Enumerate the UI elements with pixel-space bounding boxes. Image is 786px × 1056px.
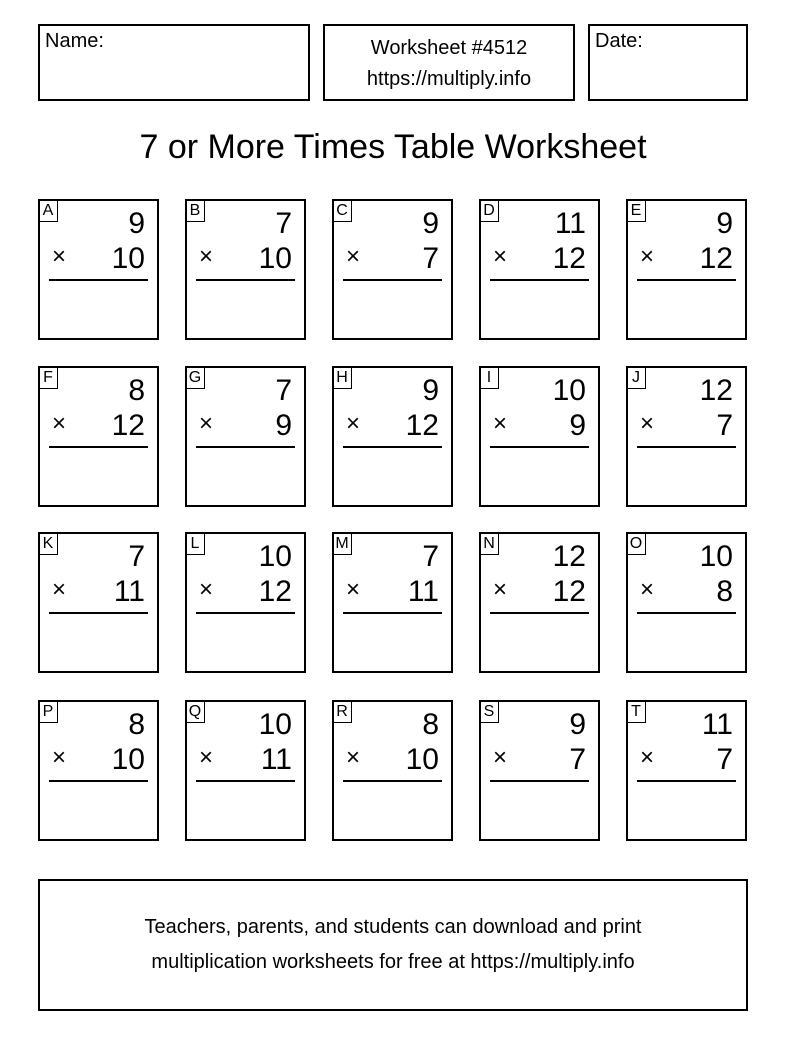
answer-rule bbox=[196, 780, 295, 782]
times-sign: × bbox=[493, 410, 508, 437]
answer-area[interactable] bbox=[481, 616, 598, 671]
multiplier: 12 bbox=[405, 409, 439, 442]
problem-letter: Q bbox=[186, 701, 205, 723]
answer-area[interactable] bbox=[40, 283, 157, 338]
worksheet-number: Worksheet #4512 bbox=[370, 37, 528, 59]
multiplicand: 7 bbox=[275, 207, 292, 240]
answer-rule bbox=[49, 279, 148, 281]
multiplicand: 7 bbox=[128, 540, 145, 573]
problem-card bbox=[185, 532, 306, 673]
multiplier: 9 bbox=[275, 409, 292, 442]
problem-card bbox=[332, 199, 453, 340]
problem-card bbox=[38, 366, 159, 507]
answer-rule bbox=[343, 446, 442, 448]
answer-area[interactable] bbox=[187, 450, 304, 505]
multiplier: 7 bbox=[716, 409, 733, 442]
name-label: Name: bbox=[45, 30, 104, 52]
times-sign: × bbox=[346, 576, 361, 603]
multiplier: 12 bbox=[552, 575, 586, 608]
answer-rule bbox=[490, 612, 589, 614]
times-sign: × bbox=[52, 243, 67, 270]
multiplicand: 12 bbox=[699, 374, 733, 407]
answer-rule bbox=[196, 446, 295, 448]
problem-letter: O bbox=[627, 533, 646, 555]
problem-card bbox=[479, 700, 600, 841]
answer-area[interactable] bbox=[334, 450, 451, 505]
problem-letter: S bbox=[480, 701, 499, 723]
multiplier: 7 bbox=[716, 743, 733, 776]
multiplicand: 9 bbox=[716, 207, 733, 240]
answer-rule bbox=[49, 612, 148, 614]
times-sign: × bbox=[199, 243, 214, 270]
problem-letter: R bbox=[333, 701, 352, 723]
answer-rule bbox=[637, 279, 736, 281]
times-sign: × bbox=[493, 243, 508, 270]
problem-letter: J bbox=[627, 367, 646, 389]
answer-area[interactable] bbox=[481, 283, 598, 338]
date-label: Date: bbox=[595, 30, 643, 52]
multiplier: 12 bbox=[111, 409, 145, 442]
answer-rule bbox=[343, 279, 442, 281]
problem-letter: A bbox=[39, 200, 58, 222]
answer-area[interactable] bbox=[628, 616, 745, 671]
answer-area[interactable] bbox=[481, 784, 598, 839]
problem-letter: E bbox=[627, 200, 646, 222]
times-sign: × bbox=[346, 744, 361, 771]
problem-letter: P bbox=[39, 701, 58, 723]
multiplier: 10 bbox=[111, 743, 145, 776]
multiplier: 7 bbox=[422, 242, 439, 275]
problem-letter: H bbox=[333, 367, 352, 389]
multiplier: 7 bbox=[569, 743, 586, 776]
times-sign: × bbox=[52, 744, 67, 771]
problem-card bbox=[626, 700, 747, 841]
multiplicand: 8 bbox=[128, 374, 145, 407]
problem-letter: D bbox=[480, 200, 499, 222]
answer-area[interactable] bbox=[334, 784, 451, 839]
answer-rule bbox=[49, 446, 148, 448]
problem-card bbox=[332, 366, 453, 507]
answer-area[interactable] bbox=[40, 784, 157, 839]
answer-rule bbox=[343, 780, 442, 782]
problem-card bbox=[185, 366, 306, 507]
times-sign: × bbox=[199, 576, 214, 603]
problem-card bbox=[332, 700, 453, 841]
footer-box bbox=[38, 879, 748, 1011]
problem-letter: M bbox=[333, 533, 352, 555]
times-sign: × bbox=[640, 744, 655, 771]
multiplicand: 12 bbox=[552, 540, 586, 573]
problem-letter: C bbox=[333, 200, 352, 222]
answer-rule bbox=[637, 780, 736, 782]
footer-line-2: multiplication worksheets for free at https://multiply.info bbox=[151, 951, 635, 973]
times-sign: × bbox=[640, 243, 655, 270]
multiplier: 11 bbox=[407, 575, 439, 608]
multiplier: 12 bbox=[699, 242, 733, 275]
worksheet-url: https://multiply.info bbox=[366, 68, 532, 90]
problem-card bbox=[626, 199, 747, 340]
answer-rule bbox=[490, 446, 589, 448]
page-title: 7 or More Times Table Worksheet bbox=[139, 128, 647, 166]
problem-letter: I bbox=[480, 367, 499, 389]
multiplicand: 7 bbox=[275, 374, 292, 407]
problem-card bbox=[479, 199, 600, 340]
answer-rule bbox=[490, 279, 589, 281]
answer-area[interactable] bbox=[187, 784, 304, 839]
answer-area[interactable] bbox=[628, 784, 745, 839]
times-sign: × bbox=[199, 744, 214, 771]
multiplicand: 11 bbox=[554, 207, 586, 240]
problem-card bbox=[38, 532, 159, 673]
multiplier: 10 bbox=[405, 743, 439, 776]
multiplicand: 9 bbox=[569, 708, 586, 741]
problem-card bbox=[185, 700, 306, 841]
times-sign: × bbox=[346, 410, 361, 437]
answer-area[interactable] bbox=[40, 616, 157, 671]
multiplicand: 7 bbox=[422, 540, 439, 573]
problem-letter: L bbox=[186, 533, 205, 555]
problem-card bbox=[479, 366, 600, 507]
multiplier: 12 bbox=[552, 242, 586, 275]
answer-rule bbox=[196, 279, 295, 281]
times-sign: × bbox=[493, 576, 508, 603]
multiplier: 10 bbox=[111, 242, 145, 275]
answer-rule bbox=[196, 612, 295, 614]
answer-rule bbox=[490, 780, 589, 782]
multiplicand: 11 bbox=[701, 708, 733, 741]
problem-letter: N bbox=[480, 533, 499, 555]
answer-area[interactable] bbox=[187, 616, 304, 671]
answer-area[interactable] bbox=[481, 450, 598, 505]
multiplier: 10 bbox=[258, 242, 292, 275]
problem-card bbox=[626, 532, 747, 673]
multiplier: 9 bbox=[569, 409, 586, 442]
multiplicand: 9 bbox=[128, 207, 145, 240]
answer-area[interactable] bbox=[40, 450, 157, 505]
times-sign: × bbox=[493, 744, 508, 771]
multiplier: 8 bbox=[716, 575, 733, 608]
problem-card bbox=[38, 700, 159, 841]
problem-card bbox=[626, 366, 747, 507]
times-sign: × bbox=[346, 243, 361, 270]
multiplicand: 10 bbox=[699, 540, 733, 573]
problem-card bbox=[185, 199, 306, 340]
answer-rule bbox=[637, 446, 736, 448]
answer-rule bbox=[637, 612, 736, 614]
answer-area[interactable] bbox=[187, 283, 304, 338]
times-sign: × bbox=[199, 410, 214, 437]
problem-card bbox=[479, 532, 600, 673]
multiplicand: 9 bbox=[422, 374, 439, 407]
multiplicand: 9 bbox=[422, 207, 439, 240]
multiplier: 11 bbox=[113, 575, 145, 608]
answer-area[interactable] bbox=[628, 450, 745, 505]
answer-area[interactable] bbox=[334, 616, 451, 671]
problem-letter: F bbox=[39, 367, 58, 389]
problem-letter: B bbox=[186, 200, 205, 222]
answer-rule bbox=[343, 612, 442, 614]
answer-area[interactable] bbox=[334, 283, 451, 338]
multiplicand: 10 bbox=[258, 708, 292, 741]
problem-card bbox=[38, 199, 159, 340]
multiplicand: 8 bbox=[128, 708, 145, 741]
times-sign: × bbox=[640, 576, 655, 603]
multiplicand: 8 bbox=[422, 708, 439, 741]
problem-letter: G bbox=[186, 367, 205, 389]
times-sign: × bbox=[52, 410, 67, 437]
answer-rule bbox=[49, 780, 148, 782]
problem-letter: T bbox=[627, 701, 646, 723]
times-sign: × bbox=[52, 576, 67, 603]
multiplicand: 10 bbox=[552, 374, 586, 407]
problem-card bbox=[332, 532, 453, 673]
problem-letter: K bbox=[39, 533, 58, 555]
multiplicand: 10 bbox=[258, 540, 292, 573]
footer-line-1: Teachers, parents, and students can download and print bbox=[144, 916, 642, 938]
multiplier: 11 bbox=[260, 743, 292, 776]
answer-area[interactable] bbox=[628, 283, 745, 338]
times-sign: × bbox=[640, 410, 655, 437]
multiplier: 12 bbox=[258, 575, 292, 608]
